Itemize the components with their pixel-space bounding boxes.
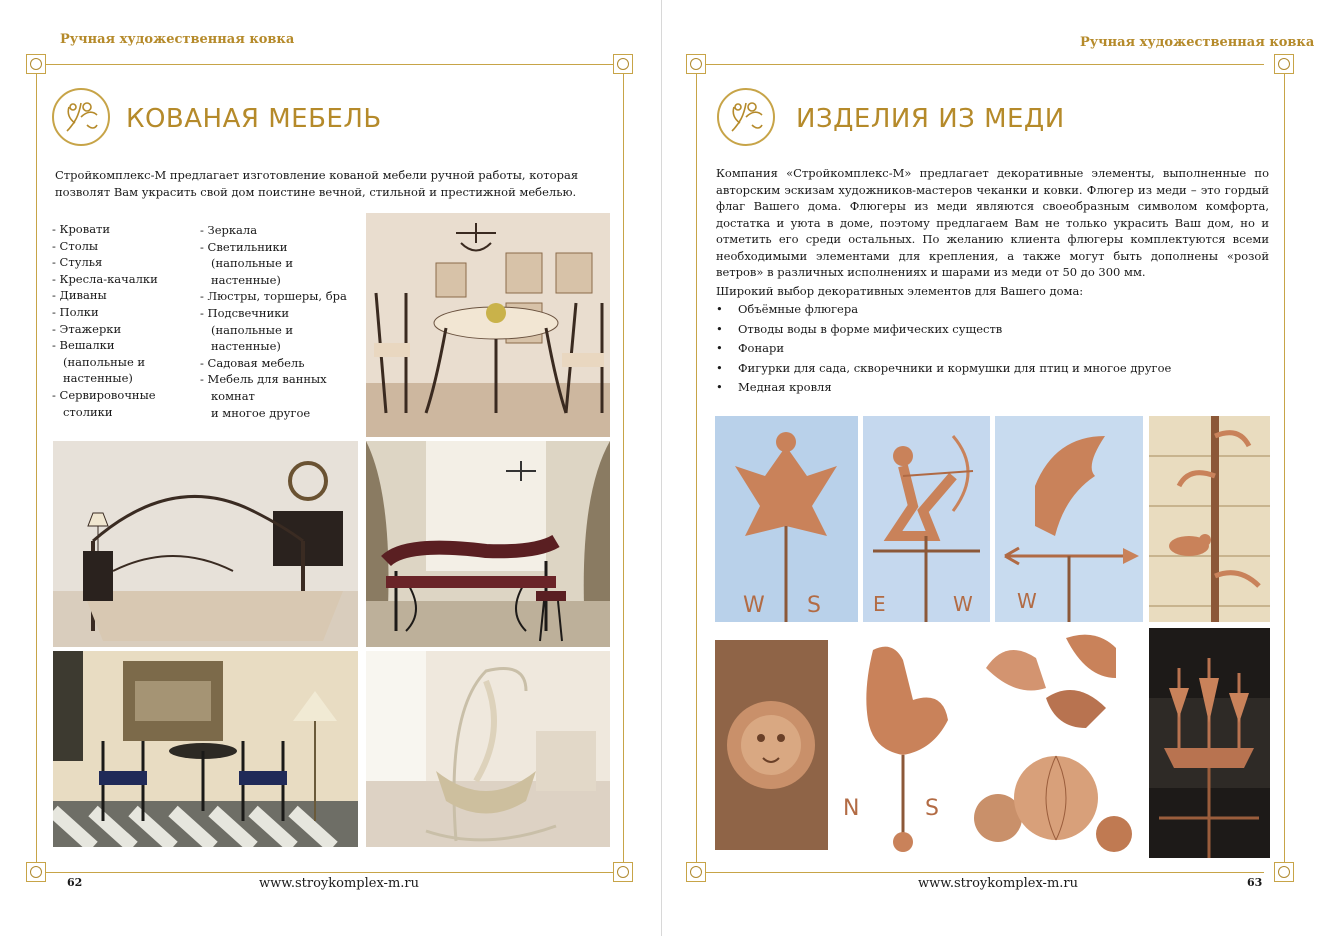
photo-copper-bird-branch xyxy=(1149,416,1270,622)
photo-rooster-weathervane xyxy=(833,630,963,860)
list-item: настенные) xyxy=(200,272,281,287)
corner-ornament xyxy=(1274,54,1294,74)
list-item: - Столы xyxy=(52,238,99,253)
list-item: - Этажерки xyxy=(52,321,122,336)
photo-forged-bed xyxy=(53,441,358,647)
frame-bottom xyxy=(46,872,613,873)
section-title: КОВАНАЯ МЕБЕЛЬ xyxy=(126,104,382,134)
corner-ornament xyxy=(26,54,46,74)
list-item: - Садовая мебель xyxy=(200,355,305,370)
svg-text:S: S xyxy=(925,796,939,821)
list-item: настенные) xyxy=(200,339,281,354)
list-item: (напольные и xyxy=(200,322,294,337)
list-item: - Кровати xyxy=(52,222,111,236)
photo-forged-cradle xyxy=(366,651,610,847)
photo-copper-garden-figures xyxy=(976,628,1138,731)
floral-emblem-icon xyxy=(52,88,110,146)
right-page xyxy=(662,0,1323,936)
list-item: - Полки xyxy=(52,304,99,319)
photo-copper-lion-relief xyxy=(715,640,828,850)
list-item: столики xyxy=(52,404,113,419)
list-item: • Объёмные флюгера xyxy=(716,300,1269,320)
photo-eagle-arrow-weathervane xyxy=(995,416,1143,622)
list-item: - Подсвечники xyxy=(200,305,290,320)
page-number: 63 xyxy=(1247,876,1263,889)
furniture-list-col1 xyxy=(52,221,192,420)
svg-text:S: S xyxy=(807,593,821,618)
list-item: - Светильники xyxy=(200,239,288,254)
svg-text:W: W xyxy=(1017,589,1037,613)
list-item: - Мебель для ванных xyxy=(200,372,327,387)
frame-top xyxy=(46,64,613,65)
intro-paragraph: Стройкомплекс-М предлагает изготовление кованой мебели ручной работы, которая позволят Вам украсить свой дом поистине вечной, стильной и престижной мебелью. xyxy=(55,168,579,199)
frame-left xyxy=(36,74,37,862)
photo-forged-bench xyxy=(366,441,610,647)
list-item: • Фигурки для сада, скворечники и кормушки для птиц и многое другое xyxy=(716,359,1269,379)
list-item: • Медная кровля xyxy=(716,378,1269,398)
list-item: - Кресла-качалки xyxy=(52,271,158,286)
svg-text:W: W xyxy=(743,593,765,618)
list-item: - Зеркала xyxy=(200,223,258,237)
corner-ornament xyxy=(613,862,633,882)
list-item: комнат xyxy=(200,388,255,403)
list-item: - Люстры, торшеры, бра xyxy=(200,289,347,304)
corner-ornament xyxy=(686,54,706,74)
footer-website: www.stroykomplex-m.ru xyxy=(918,876,1078,891)
corner-ornament xyxy=(1274,862,1294,882)
list-item: (напольные и xyxy=(200,256,294,271)
intro-paragraph: Компания «Стройкомплекс-М» предлагает декоративные элементы, выполненные по авторским эскизам художников-мастеров чеканки и ковки. Флюгер из меди – это гордый флаг Вашего дома. Флюгеры из меди являются своеобразным символом комфорта, достатка и уюта в доме, поэтому предлагаем Вам не только украсить Ваш дом, но и отметить его среди остальных. По желанию клиента флюгеры комплектуются всеми необходимыми элементами для крепления, а также могут быть дополнены «розой ветров» в различных исполнениях и шарами из меди от 50 до 300 мм. xyxy=(716,166,1269,279)
list-item: • Фонари xyxy=(716,339,1269,359)
list-item: - Вешалки xyxy=(52,338,115,353)
furniture-list-col2 xyxy=(200,222,360,421)
list-item: - Сервировочные xyxy=(52,387,156,402)
corner-ornament xyxy=(26,862,46,882)
frame-right xyxy=(1284,74,1285,862)
list-item: - Стулья xyxy=(52,255,103,270)
list-item: настенные) xyxy=(52,371,133,386)
corner-ornament xyxy=(686,862,706,882)
floral-emblem-icon xyxy=(717,88,775,146)
frame-right xyxy=(623,74,624,862)
photo-eagle-weathervane xyxy=(715,416,858,622)
list-intro: Широкий выбор декоративных элементов для Вашего дома: xyxy=(716,284,1084,298)
running-title: Ручная художественная ковка xyxy=(1080,35,1315,50)
page-number: 62 xyxy=(67,876,83,889)
photo-copper-ship-weathervane xyxy=(1149,628,1270,858)
section-title: ИЗДЕЛИЯ ИЗ МЕДИ xyxy=(796,104,1065,134)
footer-website: www.stroykomplex-m.ru xyxy=(259,876,419,891)
decor-items-list xyxy=(716,300,1269,398)
list-item: (напольные и xyxy=(52,354,146,369)
left-page xyxy=(0,0,661,936)
photo-archer-weathervane xyxy=(863,416,990,622)
list-item: и многое другое xyxy=(200,405,311,420)
frame-bottom xyxy=(696,872,1264,873)
list-item: - Диваны xyxy=(52,288,107,303)
photo-copper-spheres xyxy=(966,738,1140,860)
photo-forged-chairs xyxy=(53,651,358,847)
list-item: • Отводы воды в форме мифических существ xyxy=(716,320,1269,340)
running-title: Ручная художественная ковка xyxy=(60,32,295,47)
frame-top xyxy=(696,64,1264,65)
svg-text:W: W xyxy=(953,592,973,616)
frame-left xyxy=(696,74,697,862)
svg-text:N: N xyxy=(843,796,860,821)
photo-dining-table xyxy=(366,213,610,437)
svg-text:E: E xyxy=(873,592,886,616)
corner-ornament xyxy=(613,54,633,74)
